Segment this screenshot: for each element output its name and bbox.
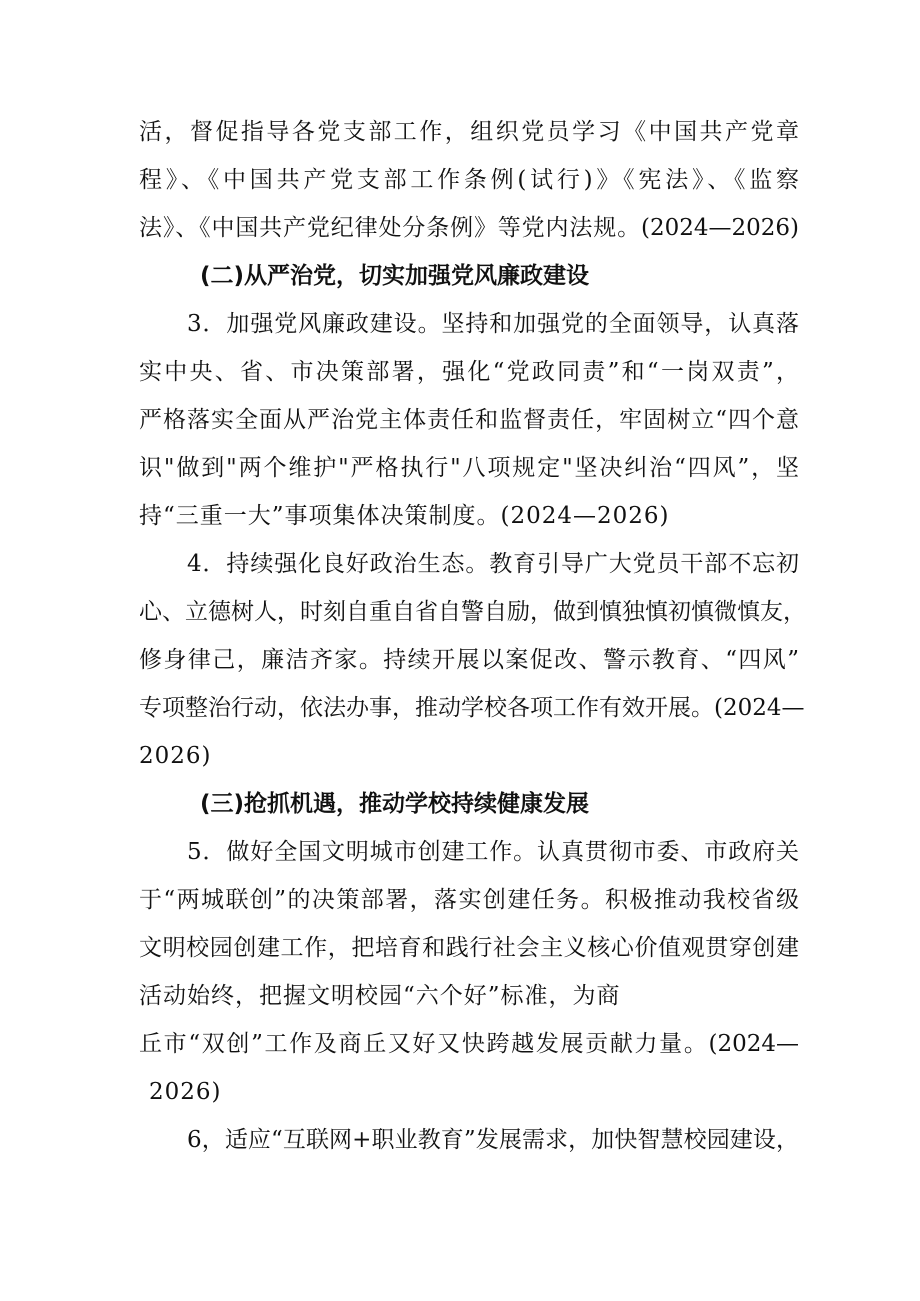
- body-line: 严格落实全面从严治党主体责任和监督责任，牢固树立“四个意: [139, 407, 799, 433]
- body-line: 法》、《中国共产党纪律处分条例》等党内法规。(2024—2026): [139, 215, 799, 241]
- body-line: 活，督促指导各党支部工作，组织党员学习《中国共产党章: [139, 119, 799, 145]
- paragraph-4-start: 4．持续强化良好政治生态。教育引导广大党员干部不忘初: [187, 551, 799, 577]
- section-heading-2: (二)从严治党，切实加强党风廉政建设: [200, 263, 590, 289]
- body-line: 修身律己，廉洁齐家。持续开展以案促改、警示教育、“四风”: [139, 647, 799, 673]
- body-line: 2026): [139, 743, 212, 769]
- body-line: 丘市“双创”工作及商丘又好又快跨越发展贡献力量。(2024—: [139, 1031, 799, 1057]
- body-line: 实中央、省、市决策部署，强化“党政同责”和“一岗双责”，: [139, 359, 799, 385]
- body-line: 程》、《中国共产党支部工作条例(试行)》《宪法》、《监察: [139, 167, 799, 193]
- body-line: 活动始终，把握文明校园“六个好”标准，为商: [139, 983, 621, 1009]
- section-heading-3: (三)抢抓机遇，推动学校持续健康发展: [200, 791, 590, 817]
- paragraph-3-start: 3．加强党风廉政建设。坚持和加强党的全面领导，认真落: [187, 311, 799, 337]
- body-line: 文明校园创建工作，把培育和践行社会主义核心价值观贯穿创建: [139, 935, 799, 961]
- body-line: 持“三重一大”事项集体决策制度。(2024—2026): [139, 503, 670, 529]
- body-line: 于“两城联创”的决策部署，落实创建任务。积极推动我校省级: [139, 887, 799, 913]
- paragraph-5-start: 5．做好全国文明城市创建工作。认真贯彻市委、市政府关: [187, 839, 799, 865]
- body-line: 心、立德树人，时刻自重自省自警自励，做到慎独慎初慎微慎友，: [139, 599, 806, 625]
- paragraph-6-start: 6，适应“互联网+职业教育”发展需求，加快智慧校园建设，: [187, 1127, 799, 1153]
- body-line: 2026): [149, 1079, 222, 1105]
- body-line: 识"做到"两个维护"严格执行"八项规定"坚决纠治“四风”，坚: [139, 455, 799, 481]
- body-line: 专项整治行动，依法办事，推动学校各项工作有效开展。(2024—: [139, 695, 805, 721]
